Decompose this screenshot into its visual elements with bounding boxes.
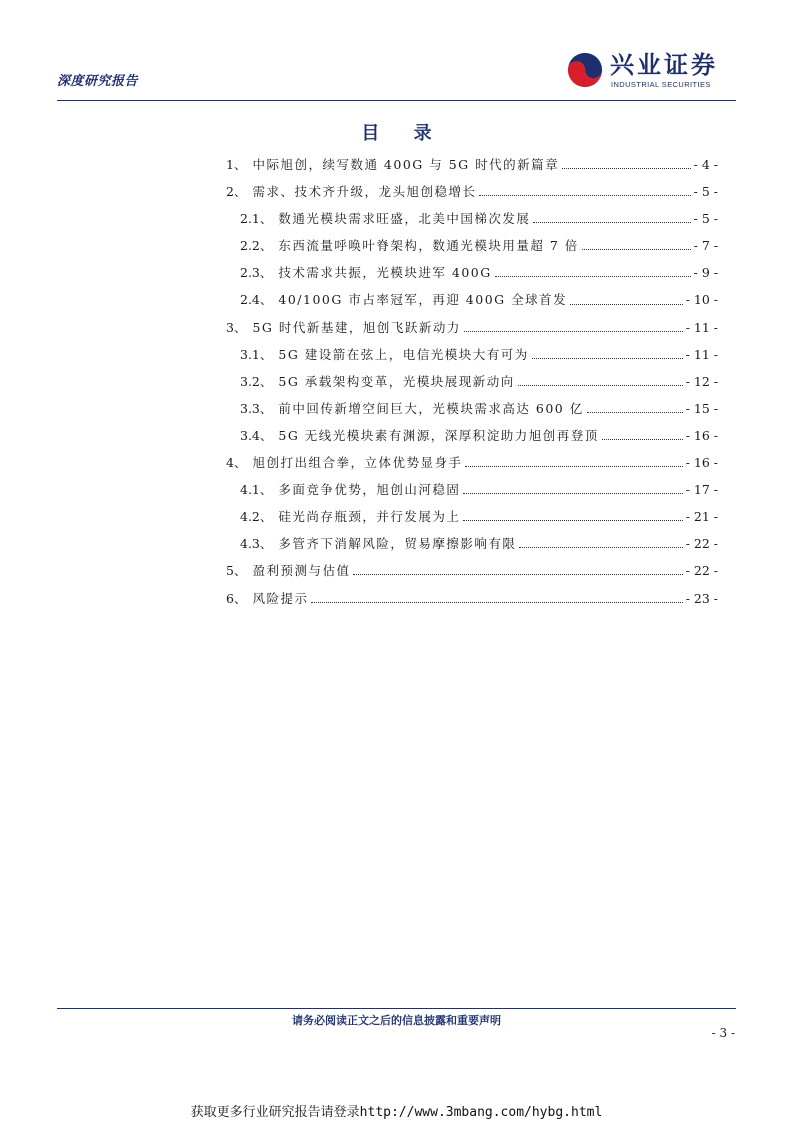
toc-entry-page: - 22 - (685, 536, 718, 552)
toc-entry-title: 多面竞争优势，旭创山河稳固 (278, 482, 461, 498)
toc-dot-leader (532, 350, 683, 359)
toc-entry-page: - 15 - (685, 400, 718, 416)
toc-entry-page: - 22 - (685, 563, 718, 579)
toc-dot-leader (465, 458, 682, 467)
toc-entry-title: 数通光模块需求旺盛，北美中国梯次发展 (278, 211, 531, 227)
toc-entry-number: 2.1、 (240, 211, 273, 227)
toc-entry-title: 技术需求共振，光模块进军 400G (278, 265, 492, 281)
toc-entry-number: 4.1、 (240, 482, 273, 498)
toc-entry-number: 3.1、 (240, 346, 273, 362)
toc-entry-title: 东西流量呼唤叶脊架构，数通光模块用量超 7 倍 (278, 238, 579, 254)
toc-entry[interactable] (226, 368, 718, 395)
toc-entry-title: 旭创打出组合拳，立体优势显身手 (252, 455, 463, 471)
toc-entry-title: 硅光尚存瓶颈，并行发展为上 (278, 509, 461, 525)
toc-entry-page: - 11 - (685, 346, 718, 362)
toc-entry-title: 5G 时代新基建，旭创飞跃新动力 (252, 319, 461, 335)
toc-entry-page: - 16 - (685, 427, 718, 443)
toc-entry[interactable] (226, 259, 718, 286)
toc-entry[interactable] (226, 178, 718, 205)
page-number: - 3 - (711, 1026, 735, 1040)
toc-entry[interactable] (226, 422, 718, 449)
toc-entry-number: 5、 (226, 563, 247, 579)
toc-entry[interactable] (226, 341, 718, 368)
toc-dot-leader (463, 512, 682, 521)
toc-entry[interactable] (226, 151, 718, 178)
download-link[interactable]: 获取更多行业研究报告请登录http://www.3mbang.com/hybg.html (190, 1105, 603, 1120)
toc-entry[interactable] (226, 503, 718, 530)
toc-entry-number: 1、 (226, 157, 247, 172)
toc-entry-page: - 5 - (693, 211, 718, 227)
toc-entry-number: 2.4、 (240, 292, 273, 308)
disclosure-notice: 请务必阅读正文之后的信息披露和重要声明 (292, 1014, 501, 1027)
toc-dot-leader (587, 404, 683, 413)
toc-dot-leader (562, 160, 691, 169)
toc-entry-number: 4.2、 (240, 509, 273, 525)
toc-entry-page: - 17 - (685, 482, 718, 498)
toc-entry[interactable] (226, 585, 718, 612)
toc-entry-page: - 12 - (685, 373, 718, 389)
toc-dot-leader (495, 268, 691, 277)
toc-entry-title: 中际旭创，续写数通 400G 与 5G 时代的新篇章 (252, 157, 560, 172)
footer-divider (57, 1008, 736, 1009)
toc-entry-page: - 7 - (693, 238, 718, 254)
toc-entry[interactable] (226, 449, 718, 476)
logo-chinese-name: 兴业证券 (610, 51, 718, 79)
toc-entry-page: - 4 - (693, 157, 718, 172)
toc-entry-title: 前中回传新增空间巨大，光模块需求高达 600 亿 (278, 400, 584, 416)
toc-entry-number: 4、 (226, 455, 247, 471)
toc-entry-number: 2.3、 (240, 265, 273, 281)
toc-entry-page: - 16 - (685, 455, 718, 471)
toc-dot-leader (479, 187, 690, 196)
header-divider (57, 100, 736, 101)
toc-entry-title: 需求、技术齐升级，龙头旭创稳增长 (252, 184, 477, 200)
toc-entry-page: - 9 - (693, 265, 718, 281)
toc-entry-number: 3.4、 (240, 427, 273, 443)
toc-entry-number: 2.2、 (240, 238, 273, 254)
toc-dot-leader (533, 214, 690, 223)
toc-entry-page: - 11 - (685, 319, 718, 335)
toc-entry[interactable] (226, 530, 718, 557)
toc-dot-leader (353, 566, 682, 575)
logo-swirl-icon (566, 51, 604, 89)
toc-entry[interactable] (226, 205, 718, 232)
toc-dot-leader (463, 485, 682, 494)
toc-entry[interactable] (226, 476, 718, 503)
toc-entry-title: 40/100G 市占率冠军，再迎 400G 全球首发 (278, 292, 568, 308)
toc-dot-leader (602, 431, 683, 440)
toc-entry-page: - 23 - (685, 590, 718, 606)
toc-entry-title: 盈利预测与估值 (252, 563, 351, 579)
toc-dot-leader (518, 377, 683, 386)
toc-dot-leader (464, 323, 683, 332)
toc-entry[interactable] (226, 557, 718, 584)
toc-entry-page: - 5 - (693, 184, 718, 200)
company-logo (566, 51, 736, 91)
toc-entry-title: 5G 无线光模块素有渊源，深厚积淀助力旭创再登顶 (278, 427, 599, 443)
toc-entry-number: 6、 (226, 590, 247, 606)
report-type-label: 深度研究报告 (57, 74, 139, 89)
toc-entry-title: 5G 承载架构变革，光模块展现新动向 (278, 373, 515, 389)
toc-dot-leader (570, 296, 683, 305)
toc-dot-leader (519, 539, 682, 548)
toc-entry[interactable] (226, 314, 718, 341)
toc-entry[interactable] (226, 232, 718, 259)
toc-entry-title: 5G 建设箭在弦上，电信光模块大有可为 (278, 346, 529, 362)
toc-entry-number: 2、 (226, 184, 247, 200)
toc-entry-number: 3、 (226, 319, 247, 335)
toc-entry[interactable] (226, 286, 718, 313)
logo-english-name: INDUSTRIAL SECURITIES (611, 80, 711, 89)
toc-entry[interactable] (226, 395, 718, 422)
toc-entry-title: 风险提示 (252, 590, 309, 606)
toc-title: 目 录 (361, 123, 446, 144)
toc-entry-title: 多管齐下消解风险，贸易摩擦影响有限 (278, 536, 517, 552)
toc-entry-page: - 21 - (685, 509, 718, 525)
toc-entry-page: - 10 - (685, 292, 718, 308)
table-of-contents (226, 151, 718, 612)
toc-dot-leader (311, 594, 682, 603)
toc-dot-leader (582, 241, 691, 250)
toc-entry-number: 3.2、 (240, 373, 273, 389)
toc-entry-number: 4.3、 (240, 536, 273, 552)
toc-entry-number: 3.3、 (240, 400, 273, 416)
